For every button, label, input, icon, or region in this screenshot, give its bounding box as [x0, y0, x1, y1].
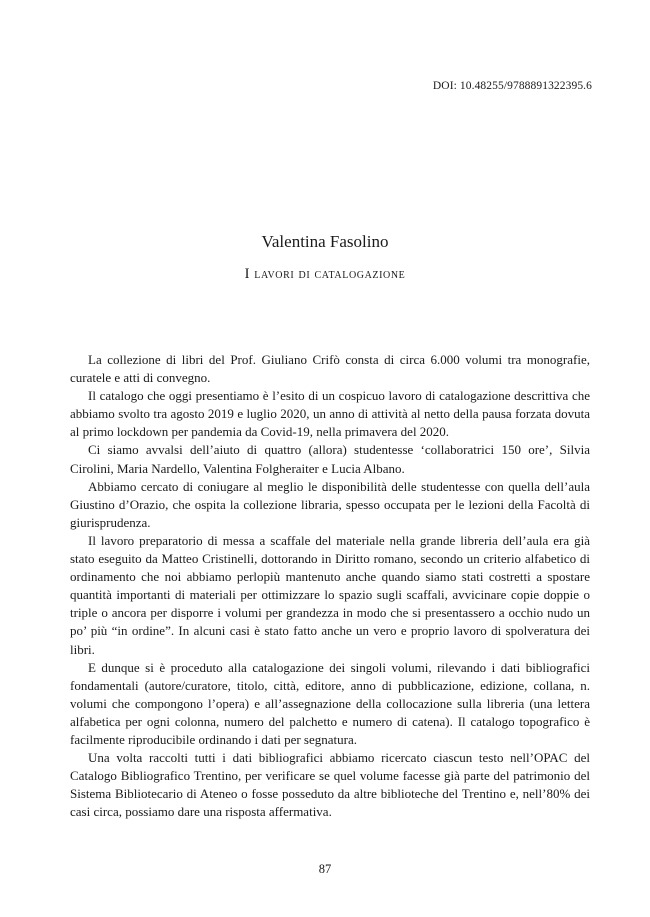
- paragraph: Ci siamo avvalsi dell’aiuto di quattro (allora) studentesse ‘collaboratrici 150 ore’, Silvia Cirolini, Maria Nardello, Valentina Folgheraiter e Lucia Albano.: [70, 442, 590, 476]
- chapter-author: Valentina Fasolino: [261, 232, 389, 251]
- paragraph: La collezione di libri del Prof. Giuliano Crifò consta di circa 6.000 volumi tra monografie, curatele e atti di convegno.: [70, 352, 590, 386]
- paragraph: Il lavoro preparatorio di messa a scaffale del materiale nella grande libreria dell’aula era già stato eseguito da Matteo Cristinelli, dottorando in Diritto romano, secondo un criterio alfabetico di ordinamento che noi abbiamo perlopiù mantenuto anche quando siamo stati costretti a spostare quantità importanti di materiali per ottimizzare lo spazio sugli scaffali, avvicinare copie doppie o triple o ancora per disporre i volumi per grandezza in modo che si presentassero a occhio nudo un po’ più “in ordine”. In alcuni casi è stato fatto anche un vero e proprio lavoro di spolveratura dei libri.: [70, 532, 590, 657]
- chapter-title: I lavori di catalogazione: [244, 266, 406, 282]
- page-number: 87: [318, 862, 332, 876]
- doi-reference: DOI: 10.48255/9788891322395.6: [432, 80, 592, 92]
- body-text: [70, 351, 590, 821]
- paragraph: Una volta raccolti tutti i dati bibliografici abbiamo ricercato ciascun testo nell’OPAC del Catalogo Bibliografico Trentino, per verificare se quel volume facesse già parte del patrimonio del Sistema Bibliotecario di Ateneo o fosse posseduto da altre biblioteche del Trentino e, nell’80% dei casi circa, possiamo dare una risposta affermativa.: [70, 750, 590, 820]
- paragraph: Abbiamo cercato di coniugare al meglio le disponibilità delle studentesse con quella dell’aula Giustino d’Orazio, che ospita la collezione libraria, spesso occupata per le lezioni della Facoltà di giurisprudenza.: [70, 478, 590, 530]
- paragraph: E dunque si è proceduto alla catalogazione dei singoli volumi, rilevando i dati bibliografici fondamentali (autore/curatore, titolo, città, editore, anno di pubblicazione, edizione, collana, n. volumi che compongono l’opera) e all’assegnazione della collocazione sulla libreria (una lettera alfabetica per ogni colonna, numero del palchetto e numero di catena). Il catalogo topografico è facilmente riproducibile ordinando i dati per segnatura.: [70, 659, 590, 747]
- paragraph: Il catalogo che oggi presentiamo è l’esito di un cospicuo lavoro di catalogazione descrittiva che abbiamo svolto tra agosto 2019 e luglio 2020, un anno di attività al netto della pausa forzata dovuta al primo lockdown per pandemia da Covid-19, nella primavera del 2020.: [70, 388, 590, 440]
